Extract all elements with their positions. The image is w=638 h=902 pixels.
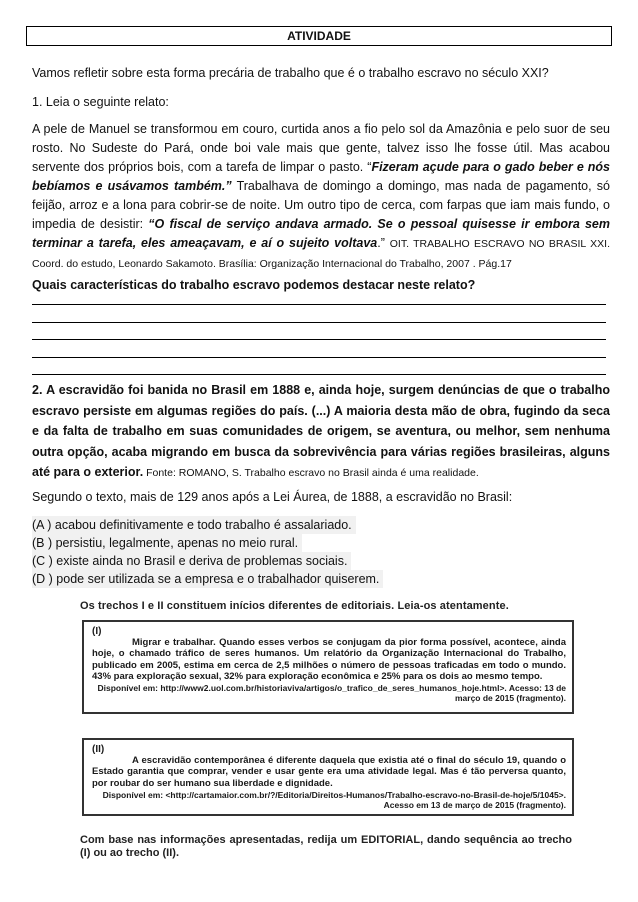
passage-quote-b: “O fiscal de serviço andava armado. Se o pessoal quisesse ir embora sem terminar a tarefa, eles ameaçavam, e aí o sujeito voltava: [32, 217, 610, 250]
section2-source: Fonte: ROMANO, S. Trabalho escravo no Brasil ainda é uma realidade.: [143, 467, 479, 479]
excerpt-citation: Disponível em: <http://cartamaior.com.br/?/Editoria/Direitos-Humanos/Trabalho-escravo-no-Brasil-de-hoje/5/1045>. Acesso em 13 de março de 2015 (fragmento).: [102, 789, 566, 810]
passage-text-c: .”: [377, 236, 390, 250]
intro-question: Vamos refletir sobre esta forma precária de trabalho que é o trabalho escravo no século XXI?: [32, 66, 549, 80]
section1-lead: 1. Leia o seguinte relato:: [32, 95, 169, 109]
section2-stem: Segundo o texto, mais de 129 anos após a Lei Áurea, de 1888, a escravidão no Brasil:: [32, 490, 513, 504]
option-a[interactable]: (A ) acabou definitivamente e todo trabalho é assalariado.: [32, 516, 356, 534]
answer-line[interactable]: [32, 374, 606, 375]
option-d[interactable]: (D ) pode ser utilizada se a empresa e o trabalhador quiserem.: [32, 570, 383, 588]
answer-line[interactable]: [32, 357, 606, 358]
passage-text-b: Trabalhava de domingo a domingo, mas nada de pagamento, só feijão, arroz e a lona para cobrir-se de noite. Um outro tipo de cerca, com farpas que iam mais fundo, o impedia de desistir:: [32, 179, 610, 231]
excerpt-box-2: [82, 738, 574, 816]
excerpt-box-1: [82, 620, 574, 714]
excerpt-text: A escravidão contemporânea é diferente daquela que existia até o final do século 19, quando o Estado garantia que comprar, vender e usar gente era uma atividade legal. Mas é tão perversa quanto, por roubar do ser humano sua liberdade e dignidade.: [92, 755, 566, 789]
option-c[interactable]: (C ) existe ainda no Brasil e deriva de problemas sociais.: [32, 552, 351, 570]
passage-quote-a: Fizeram açude para o gado beber e nós bebíamos e usávamos também.”: [32, 160, 611, 193]
excerpt-citation: Disponível em: http://www2.uol.com.br/historiaviva/artigos/o_trafico_de_seres_humanos_hoje.html>. Acesso: 13 de março de 2015 (fragmento).: [97, 683, 566, 704]
answer-line[interactable]: [32, 304, 606, 305]
excerpt-text: Migrar e trabalhar. Quando esses verbos se conjugam da pior forma possível, acontece, ainda hoje, o chamado tráfico de seres humanos. Um relatório da Organização Internacional do Trabalho, publicado em 2005, estima em cerca de 2,5 milhões o número de pessoas traficadas em todo o mundo. 43% para exploração sexual, 32% para exploração econômica e 25% para os dois ao mesmo tempo.: [92, 637, 566, 682]
answer-line[interactable]: [32, 322, 606, 323]
section2-text: 2. A escravidão foi banida no Brasil em 1888 e, ainda hoje, surgem denúncias de que o trabalho escravo persiste em algumas regiões do país. (...) A maioria desta mão de obra, fugindo da seca e da falta de trabalho em suas comunidades de origem, se aventura, ou melhor, sem nenhuma outra opção, acaba migrando em busca da sobrevivência para várias regiões brasileiras, alguns até para o exterior.: [32, 383, 610, 479]
answer-line[interactable]: [32, 339, 606, 340]
section1-question: Quais características do trabalho escravo podemos destacar neste relato?: [32, 278, 476, 292]
section1-passage: [32, 120, 610, 274]
excerpt-number: (I): [92, 626, 102, 637]
editorial-instruction: Com base nas informações apresentadas, redija um EDITORIAL, dando sequência ao trecho (I) ou ao trecho (II).: [80, 834, 572, 859]
section2-passage: [32, 380, 610, 484]
option-b[interactable]: (B ) persistiu, legalmente, apenas no meio rural.: [32, 534, 302, 552]
page-title: ATIVIDADE: [26, 26, 612, 46]
scanned-heading: Os trechos I e II constituem inícios diferentes de editoriais. Leia-os atentamente.: [80, 600, 509, 612]
excerpt-number: (II): [92, 744, 105, 755]
passage-reference: OIT. TRABALHO ESCRAVO NO BRASIL XXI. Coord. do estudo, Leonardo Sakamoto. Brasília: Organização Internacional do Trabalho, 2007 . Pág.17: [32, 238, 610, 270]
passage-text-a: A pele de Manuel se transformou em couro, curtida anos a fio pelo sol da Amazônia e pelo suor de seu rosto. No Sudeste do Pará, onde boi vale mais que gente, talvez isso lhe fosse útil. Mas acabou servente dos próprios bois, com a tarefa de limpar o pasto. “: [32, 122, 610, 174]
